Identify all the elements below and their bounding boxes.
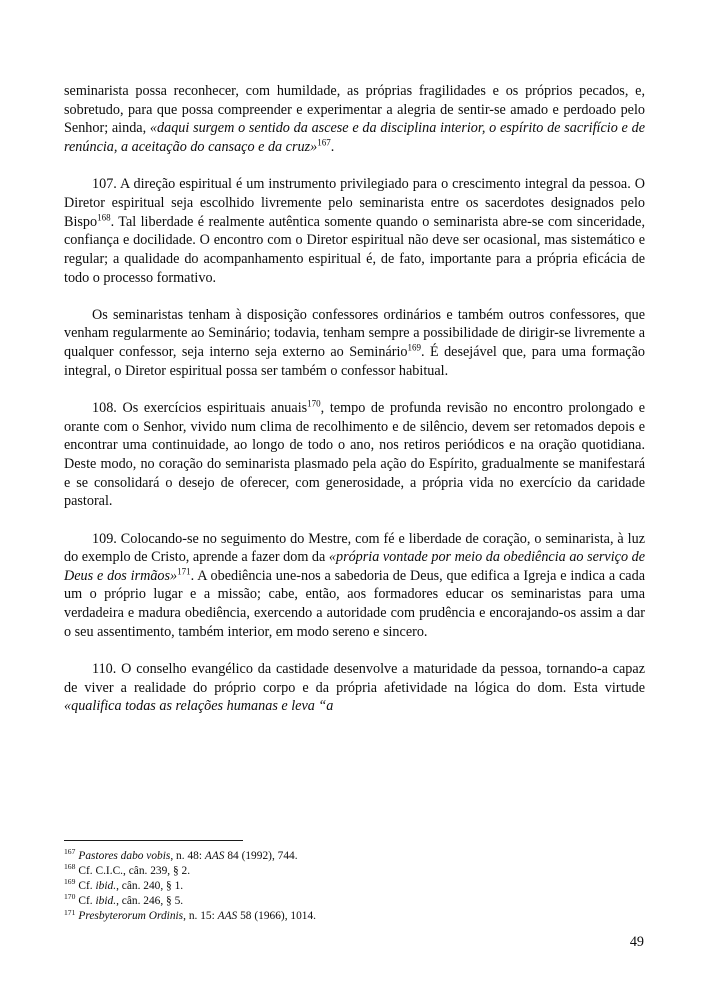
footnote-reference: 171 [177, 566, 191, 577]
footnote-list [64, 849, 645, 924]
footnote [64, 849, 645, 864]
footnote-reference: 169 [407, 342, 422, 353]
text-run: Cf. [78, 895, 96, 908]
text-run: Os seminaristas tenham à disposição confessores ordinários e também outros confessores, que venham regularmente ao Seminário; todavia, tenham sempre a possibilidade de dirigir-se livremente a qualquer confessor, seja interno seja externo ao Seminário [64, 306, 645, 361]
text-run: 58 (1966), 1014. [237, 910, 317, 923]
page-body [64, 82, 645, 735]
body-paragraph [64, 660, 645, 716]
footnotes-section [64, 840, 645, 924]
italic-text-run: Presbyterorum Ordinis [78, 910, 184, 923]
body-paragraph [64, 175, 645, 287]
italic-text-run: «própria vontade por meio da obediência ao serviço de Deus e dos irmãos» [64, 549, 645, 584]
text-run: . A obediência une-nos a sabedoria de Deus, que edifica a Igreja e indica a cada um o próprio lugar e a missão; cabe, então, aos formadores educar os seminaristas para uma verdadeira e madura obediência, exercendo a autoridade com prudência e encorajando-os assim a dar o seu assentimento, também interior, em modo sereno e sincero. [64, 567, 645, 640]
text-run: , cân. 240, § 1. [116, 880, 184, 893]
text-run: 107. A direção espiritual é um instrumento privilegiado para o crescimento integral da pessoa. O Diretor espiritual seja escolhido livremente pelo seminarista entre os sacerdotes designados pelo Bispo [64, 176, 645, 230]
footnote-number: 170 [64, 892, 76, 902]
text-run: , tempo de profunda revisão no encontro prolongado e orante com o Senhor, vivido num clima de recolhimento e de silêncio, devem ser retomados depois e encontrar uma continuidade, ao longo de todo o ano, nos retiros periódicos e na oração quotidiana. Deste modo, no coração do seminarista plasmado pela ação do Espírito, gradualmente se manifestará e se consolidará o desejo de oferecer, com generosidade, a própria vida no exercício da caridade pastoral. [64, 399, 645, 510]
footnote [64, 864, 645, 879]
text-run: , n. 15: [183, 910, 218, 923]
italic-text-run: AAS [204, 850, 225, 862]
text-run: 84 (1992), 744. [224, 850, 298, 862]
footnote-separator [64, 840, 243, 841]
italic-text-run: «daqui surgem o sentido da ascese e da disciplina interior, o espírito de sacrifício e de renúncia, a aceitação do cansaço e da cruz» [64, 120, 645, 155]
italic-text-run: Pastores dabo vobis [78, 850, 171, 862]
text-run: . [330, 138, 335, 155]
body-paragraph [64, 530, 645, 642]
text-run: 108. Os exercícios espirituais anuais [92, 399, 308, 416]
text-run: . É desejável que, para uma formação integral, o Diretor espiritual possa ser também o confessor habitual. [64, 344, 645, 379]
body-paragraph [64, 306, 645, 381]
italic-text-run: ibid. [95, 880, 117, 893]
footnote-number: 167 [64, 847, 76, 857]
footnote [64, 894, 645, 909]
footnote-number: 168 [64, 862, 76, 872]
italic-text-run: AAS [217, 910, 238, 923]
text-run: seminarista possa reconhecer, com humildade, as próprias fragilidades e os próprios pecados, e, sobretudo, para que possa compreender e experimentar a alegria de sentir-se amado e perdoado pelo Senhor; ainda, [64, 83, 645, 137]
text-run: , cân. 246, § 5. [116, 895, 184, 908]
footnote-reference: 167 [317, 137, 331, 148]
body-paragraph [64, 82, 645, 157]
text-run: 109. Colocando-se no seguimento do Mestre, com fé e liberdade de coração, o seminarista, à luz do exemplo de Cristo, aprende a fazer dom da [64, 530, 645, 566]
body-paragraph [64, 399, 645, 511]
footnote-reference: 168 [97, 211, 111, 222]
footnote-number: 169 [64, 877, 76, 887]
text-run: Cf. [78, 880, 96, 893]
italic-text-run: «qualifica todas as relações humanas e leva “a [64, 698, 334, 715]
footnote [64, 879, 645, 894]
text-run: . Tal liberdade é realmente autêntica somente quando o seminarista abre-se com sinceridade, confiança e docilidade. O encontro com o Diretor espiritual não deve ser ocasional, mas sistemático e regular; a qualidade do acompanhamento espiritual é, de fato, importante para a própria eficácia de todo o processo formativo. [64, 213, 645, 286]
footnote-number: 171 [64, 907, 76, 917]
text-run: 110. O conselho evangélico da castidade desenvolve a maturidade da pessoa, tornando-a capaz de viver a realidade do próprio corpo e da própria afetividade na lógica do dom. Esta virtude [64, 661, 645, 696]
page-number: 49 [629, 934, 644, 950]
footnote [64, 909, 645, 924]
text-run: , n. 48: [170, 850, 205, 862]
footnote-reference: 170 [307, 398, 321, 409]
italic-text-run: ibid. [95, 895, 117, 908]
text-run: Cf. C.I.C., cân. 239, § 2. [78, 865, 191, 878]
